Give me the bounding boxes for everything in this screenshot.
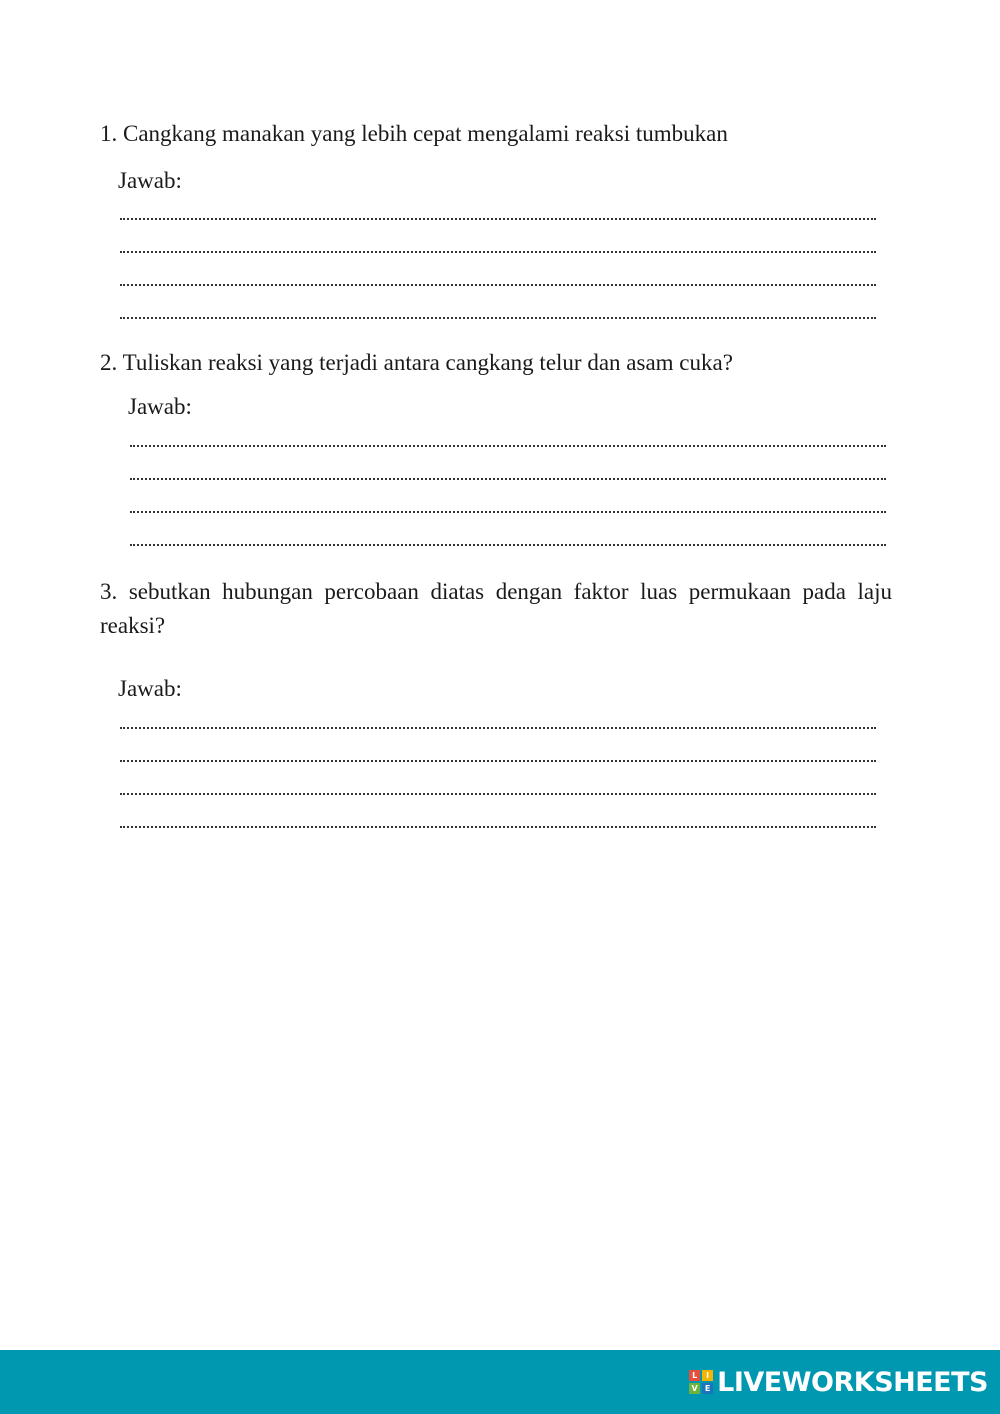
answer-line[interactable]	[120, 251, 876, 253]
logo-letter-v: V	[689, 1383, 700, 1394]
question-3-text: 3. sebutkan hubungan percobaan diatas dengan faktor luas permukaan pada laju reaksi?	[100, 579, 892, 638]
answer-line[interactable]	[120, 284, 876, 286]
logo-letter-l: L	[689, 1370, 700, 1381]
answer-line[interactable]	[130, 445, 886, 447]
question-2-text: 2. Tuliskan reaksi yang terjadi antara cangkang telur dan asam cuka?	[100, 350, 733, 375]
answer-line[interactable]	[120, 760, 876, 762]
liveworksheets-logo[interactable]	[689, 1365, 988, 1399]
answer-line[interactable]	[120, 727, 876, 729]
answer-line[interactable]	[120, 218, 876, 220]
answer-line[interactable]	[120, 826, 876, 828]
answer-label-2: Jawab:	[128, 394, 192, 419]
answer-line[interactable]	[130, 511, 886, 513]
logo-letter-i: I	[702, 1370, 713, 1381]
answer-line[interactable]	[130, 478, 886, 480]
answer-line[interactable]	[130, 544, 886, 546]
answer-label-1: Jawab:	[118, 168, 182, 193]
answer-line[interactable]	[120, 317, 876, 319]
footer-bar	[0, 1350, 1000, 1414]
brand-name: LIVEWORKSHEETS	[717, 1366, 988, 1398]
logo-letter-e: E	[702, 1383, 713, 1394]
question-1-text: 1. Cangkang manakan yang lebih cepat mengalami reaksi tumbukan	[100, 121, 728, 146]
logo-mark-icon	[689, 1370, 713, 1394]
answer-line[interactable]	[120, 793, 876, 795]
answer-label-3: Jawab:	[118, 676, 182, 701]
